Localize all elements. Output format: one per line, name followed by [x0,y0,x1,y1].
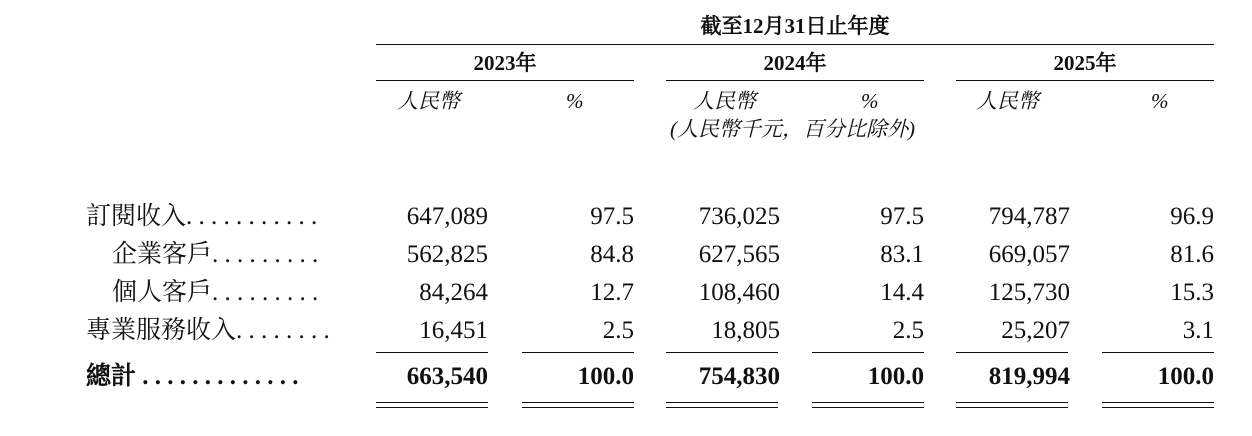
amount-unit-2023: 人民幣 [397,89,460,113]
cell-professional-2024-pct: 2.5 [892,317,924,344]
double-rule-2025-pct [1102,402,1214,408]
cell-total-2024-amount: 754,830 [698,363,780,390]
sum-rule-2025-pct [1102,352,1214,353]
sum-rule-2024-pct [812,352,924,353]
cell-individual-2023-amount: 84,264 [419,279,488,306]
row-label-professional-services: 專業服務收入. . . . . . . . [86,317,330,344]
cell-professional-2024-amount: 18,805 [711,317,780,344]
year-2023-rule [376,80,634,81]
cell-individual-2025-pct: 15.3 [1170,279,1214,306]
year-2024-label: 2024年 [763,51,827,75]
period-title: 截至12月31日止年度 [700,14,890,38]
amount-unit-2025: 人民幣 [976,89,1039,113]
year-2023-label: 2023年 [473,51,537,75]
cell-subscription-2023-amount: 647,089 [406,203,488,230]
amount-unit-2024: 人民幣 [693,89,756,113]
cell-enterprise-2025-pct: 81.6 [1170,241,1214,268]
cell-individual-2024-pct: 14.4 [880,279,924,306]
cell-subscription-2024-pct: 97.5 [880,203,924,230]
cell-total-2025-amount: 819,994 [988,363,1070,390]
cell-subscription-2024-amount: 736,025 [698,203,780,230]
header-rule [376,44,1214,45]
sum-rule-2023-pct [522,352,634,353]
row-label-total: 總計 . . . . . . . . . . . . . [86,363,299,390]
cell-professional-2023-pct: 2.5 [602,317,634,344]
cell-subscription-2025-amount: 794,787 [988,203,1070,230]
cell-individual-2025-amount: 125,730 [988,279,1070,306]
row-label-individual: 個人客戶. . . . . . . . . [112,279,319,306]
sum-rule-2023-amount [376,352,488,353]
row-label-subscription: 訂閱收入. . . . . . . . . . . [86,203,318,230]
pct-unit-2023: % [566,89,584,113]
unit-note: (人民幣千元，百分比除外) [670,117,915,141]
cell-enterprise-2023-pct: 84.8 [590,241,634,268]
pct-unit-2025: % [1151,89,1169,113]
year-2025-label: 2025年 [1053,51,1117,75]
cell-total-2023-pct: 100.0 [577,363,634,390]
double-rule-2025-amount [956,402,1068,408]
cell-professional-2023-amount: 16,451 [419,317,488,344]
cell-total-2024-pct: 100.0 [867,363,924,390]
cell-subscription-2023-pct: 97.5 [590,203,634,230]
cell-total-2025-pct: 100.0 [1157,363,1214,390]
cell-enterprise-2024-pct: 83.1 [880,241,924,268]
year-2024-rule [666,80,924,81]
cell-total-2023-amount: 663,540 [406,363,488,390]
row-label-enterprise: 企業客戶. . . . . . . . . [112,241,319,268]
cell-enterprise-2024-amount: 627,565 [698,241,780,268]
cell-subscription-2025-pct: 96.9 [1170,203,1214,230]
year-2025-rule [956,80,1214,81]
double-rule-2023-amount [376,402,488,408]
cell-enterprise-2023-amount: 562,825 [406,241,488,268]
double-rule-2023-pct [522,402,634,408]
sum-rule-2025-amount [956,352,1068,353]
cell-professional-2025-pct: 3.1 [1182,317,1214,344]
cell-individual-2024-amount: 108,460 [698,279,780,306]
sum-rule-2024-amount [666,352,778,353]
cell-individual-2023-pct: 12.7 [590,279,634,306]
double-rule-2024-pct [812,402,924,408]
cell-professional-2025-amount: 25,207 [1001,317,1070,344]
double-rule-2024-amount [666,402,778,408]
pct-unit-2024: % [861,89,879,113]
cell-enterprise-2025-amount: 669,057 [988,241,1070,268]
